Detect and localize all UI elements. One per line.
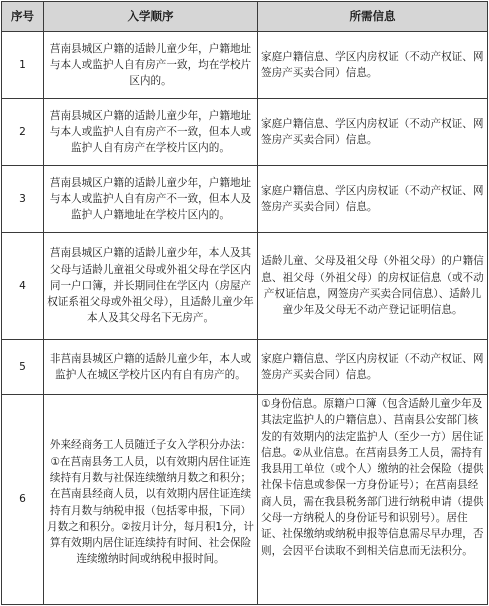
table-row [2, 99, 488, 166]
row-required-info: ①身份信息。原籍户口簿（包含适龄儿童少年及其法定监护人的户籍信息）、莒南县公安部门核发的有效期内的法定监护人（至少一方）居住证信息。②从业信息。在莒南县务工人员，需持有我县用工单位（或个人）缴纳的社会保险（提供社保卡信息或参保一方身份证号）；在莒南县经商人员，需在我县税务部门进行纳税申请（提供父母一方纳税人的身份证号和识别号）。居住证、社保缴纳或纳税申报等信息需尽早办理，否则，会因平台读取不到相关信息而无法积分。 [258, 395, 488, 605]
row-required-info: 适龄儿童、父母及祖父母（外祖父母）的户籍信息、祖父母（外祖父母）的房权证信息（或不动产权证信息，网签房产买卖合同信息）、适龄儿童少年及父母无不动产登记证明信息。 [258, 233, 488, 340]
row-number: 5 [2, 340, 44, 395]
table-header-row [2, 2, 488, 32]
row-number: 6 [2, 395, 44, 605]
header-admission-order: 入学顺序 [44, 2, 258, 32]
table-row [2, 233, 488, 340]
row-required-info: 家庭户籍信息、学区内房权证（不动产权证、网签房产买卖合同）信息。 [258, 32, 488, 99]
header-serial-number: 序号 [2, 2, 44, 32]
admission-table [1, 1, 488, 605]
row-admission-order: 莒南县城区户籍的适龄儿童少年，户籍地址与本人或监护人自有房产不一致，但本人及监护人户籍地址在学校片区内的。 [44, 166, 258, 233]
row-number: 3 [2, 166, 44, 233]
row-admission-order: 莒南县城区户籍的适龄儿童少年，户籍地址与本人或监护人自有房产一致，均在学校片区内的。 [44, 32, 258, 99]
row-number: 2 [2, 99, 44, 166]
row-admission-order: 莒南县城区户籍的适龄儿童少年，户籍地址与本人或监护人自有房产不一致，但本人或监护人自有房产在学校片区内的。 [44, 99, 258, 166]
row-number: 4 [2, 233, 44, 340]
table-row [2, 340, 488, 395]
row-required-info: 家庭户籍信息、学区内房权证（不动产权证、网签房产买卖合同）信息。 [258, 166, 488, 233]
table-row [2, 166, 488, 233]
table-row [2, 395, 488, 605]
table-row [2, 32, 488, 99]
row-required-info: 家庭户籍信息、学区内房权证（不动产权证、网签房产买卖合同）信息。 [258, 340, 488, 395]
row-number: 1 [2, 32, 44, 99]
row-admission-order: 莒南县城区户籍的适龄儿童少年，本人及其父母与适龄儿童祖父母或外祖父母在学区内同一户口簿，并长期同住在学区内（房屋产权证系祖父母或外祖父母），且适龄儿童少年本人及其父母名下无房产。 [44, 233, 258, 340]
header-required-info: 所需信息 [258, 2, 488, 32]
row-admission-order: 非莒南县城区户籍的适龄儿童少年，本人或监护人在城区学校片区内有自有房产的。 [44, 340, 258, 395]
row-required-info: 家庭户籍信息、学区内房权证（不动产权证、网签房产买卖合同）信息。 [258, 99, 488, 166]
row-admission-order: 外来经商务工人员随迁子女入学积分办法：①在莒南县务工人员，以有效期内居住证连续持有月数与社保连续缴纳月数之和积分；在莒南县经商人员，以有效期内居住证连续持有月数与纳税申报（包括零申报，下同）月数之和积分。②按月计分，每月积1分，计算有效期内居住证连续持有时间、社会保险连续缴纳时间或纳税申报时间。 [44, 395, 258, 605]
